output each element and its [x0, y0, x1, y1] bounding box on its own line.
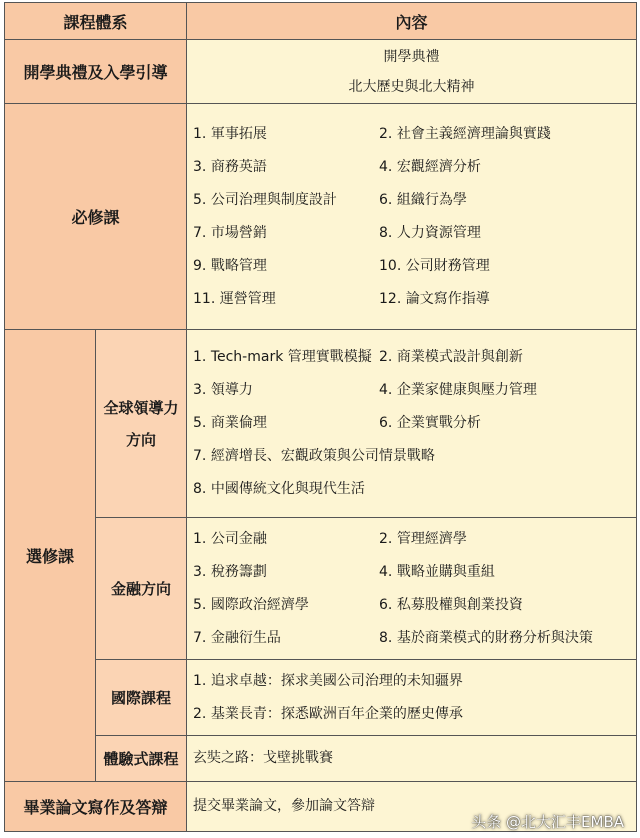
watermark: 头条 @北大汇丰EMBA — [471, 813, 624, 831]
list-item: 7. 經濟增長、宏觀政策與公司情景戰略 — [193, 448, 435, 464]
list-item: 10. 公司財務管理 — [379, 257, 490, 274]
list-row — [187, 184, 636, 217]
track-global-leadership: 全球領導力方向 — [96, 330, 187, 518]
list-row — [187, 407, 636, 440]
list-item: 6. 私募股權與創業投資 — [379, 596, 523, 613]
category-thesis: 畢業論文寫作及答辯 — [5, 782, 187, 832]
list-row — [187, 217, 636, 250]
list-item: 1. 公司金融 — [193, 530, 267, 547]
list-item: 6. 組織行為學 — [379, 191, 467, 208]
list-item: 6. 企業實戰分析 — [379, 415, 481, 431]
list-item: 8. 基於商業模式的財務分析與決策 — [379, 629, 593, 646]
list-row — [187, 151, 636, 184]
list-item: 12. 論文寫作指導 — [379, 290, 490, 307]
list-item: 4. 戰略並購與重組 — [379, 563, 495, 580]
list-item: 5. 國際政治經濟學 — [193, 596, 309, 613]
list-item: 2. 社會主義經濟理論與實踐 — [379, 125, 551, 142]
list-item: 7. 金融衍生品 — [193, 629, 281, 646]
list-item: 8. 人力資源管理 — [379, 224, 481, 241]
list-row — [187, 622, 636, 655]
list-item: 1. 軍事拓展 — [193, 125, 267, 142]
category-required: 必修課 — [5, 104, 187, 330]
category-orientation: 開學典禮及入學引導 — [5, 40, 187, 104]
list-item: 7. 市場營銷 — [193, 224, 267, 241]
list-row — [187, 250, 636, 283]
list-item: 3. 稅務籌劃 — [193, 563, 267, 580]
orientation-content — [187, 40, 637, 104]
header-curriculum: 課程體系 — [5, 3, 187, 40]
experiential-content — [187, 736, 637, 782]
list-row — [187, 341, 636, 374]
list-item: 提交畢業論文，參加論文答辯 — [193, 798, 376, 814]
list-item: 3. 商務英語 — [193, 158, 267, 175]
list-item: 5. 商業倫理 — [193, 415, 267, 431]
list-item: 玄奘之路：戈壁挑戰賽 — [193, 750, 334, 766]
category-electives: 選修課 — [5, 330, 96, 782]
list-item: 11. 運營管理 — [193, 290, 276, 307]
list-item: 5. 公司治理與制度設計 — [193, 191, 337, 208]
list-item: 1. Tech-mark 管理實戰模擬 — [193, 349, 372, 365]
global-content — [187, 330, 637, 518]
track-international: 國際課程 — [96, 660, 187, 736]
list-item: 4. 企業家健康與壓力管理 — [379, 382, 537, 398]
list-item: 4. 宏觀經濟分析 — [379, 158, 481, 175]
finance-content — [187, 518, 637, 660]
list-item: 2. 商業模式設計與創新 — [379, 349, 523, 365]
list-row — [187, 283, 636, 316]
list-item: 3. 領導力 — [193, 382, 253, 398]
track-experiential: 體驗式課程 — [96, 736, 187, 782]
list-item: 9. 戰略管理 — [193, 257, 267, 274]
list-item: 8. 中國傳統文化與現代生活 — [193, 481, 365, 497]
list-row — [187, 523, 636, 556]
list-row — [187, 589, 636, 622]
international-content — [187, 660, 637, 736]
list-item: 開學典禮 — [383, 48, 440, 65]
track-finance: 金融方向 — [96, 518, 187, 660]
list-item: 北大歷史與北大精神 — [348, 78, 475, 95]
list-row — [187, 556, 636, 589]
list-item: 2. 管理經濟學 — [379, 530, 467, 547]
required-content — [187, 104, 637, 330]
list-item: 2. 基業長青：探悉歐洲百年企業的歷史傳承 — [193, 705, 463, 722]
list-row — [187, 118, 636, 151]
list-item: 1. 追求卓越：探求美國公司治理的未知疆界 — [193, 672, 463, 689]
list-row — [187, 374, 636, 407]
curriculum-table — [4, 2, 637, 832]
header-content: 內容 — [187, 3, 637, 40]
